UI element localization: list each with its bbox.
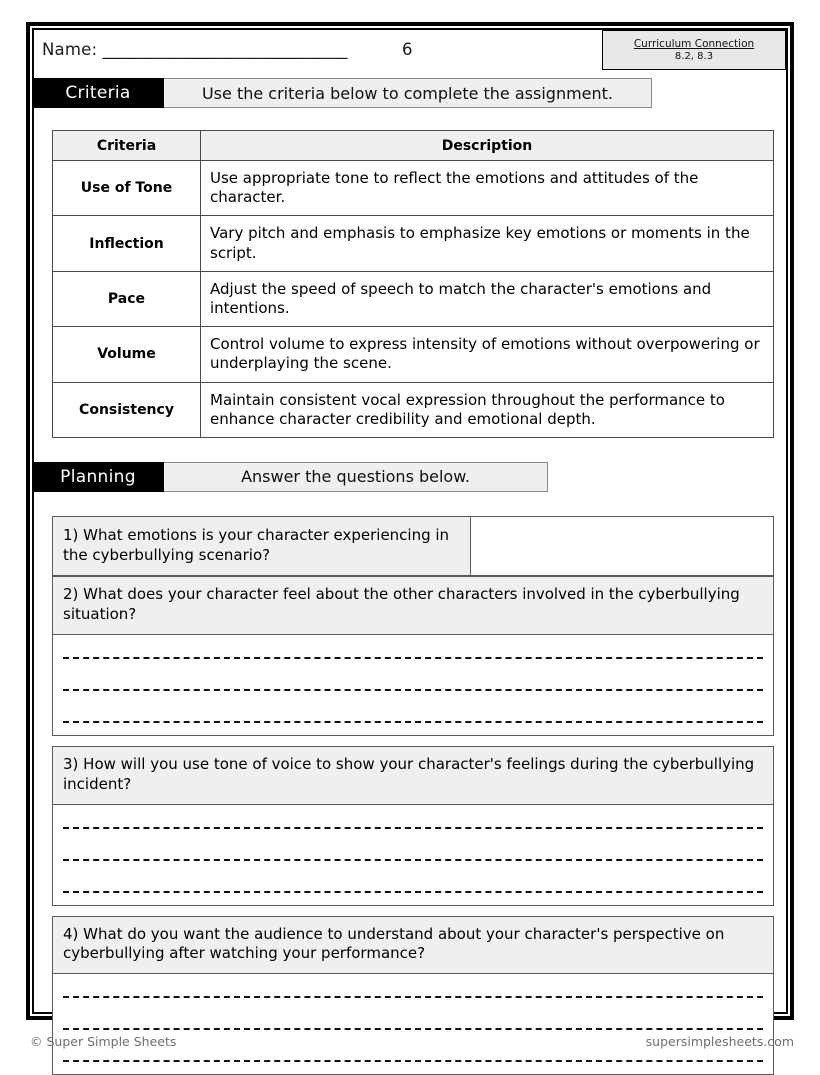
criteria-section-banner xyxy=(32,78,786,108)
criteria-table xyxy=(52,130,774,438)
question-4-answer-area[interactable] xyxy=(52,974,774,1075)
table-row xyxy=(53,382,774,437)
column-header-criteria: Criteria xyxy=(53,131,201,161)
answer-line xyxy=(63,1060,763,1062)
curriculum-connection-codes: 8.2, 8.3 xyxy=(674,51,714,62)
criteria-name: Inflection xyxy=(53,216,201,271)
spacer xyxy=(34,438,786,462)
question-block-3 xyxy=(52,746,774,906)
answer-line xyxy=(63,689,763,691)
answer-line xyxy=(63,996,763,998)
criteria-name: Pace xyxy=(53,271,201,326)
criteria-description: Adjust the speed of speech to match the character's emotions and intentions. xyxy=(201,271,774,326)
spacer xyxy=(52,906,774,916)
answer-line xyxy=(63,827,763,829)
footer-copyright: © Super Simple Sheets xyxy=(30,1034,177,1049)
question-1-row xyxy=(52,516,774,577)
worksheet-header xyxy=(34,30,786,78)
footer-website: supersimplesheets.com xyxy=(645,1034,794,1049)
question-2-answer-area[interactable] xyxy=(52,635,774,736)
criteria-banner-tab: Criteria xyxy=(32,78,164,108)
column-header-description: Description xyxy=(201,131,774,161)
student-name-field[interactable]: Name: _____________________________ xyxy=(42,40,348,59)
table-row xyxy=(53,216,774,271)
question-2-prompt: 2) What does your character feel about the other characters involved in the cyberbullying situation? xyxy=(52,576,774,635)
table-row xyxy=(53,161,774,216)
criteria-banner-instruction: Use the criteria below to complete the assignment. xyxy=(164,78,652,108)
answer-line xyxy=(63,859,763,861)
planning-banner-instruction: Answer the questions below. xyxy=(164,462,548,492)
question-3-answer-area[interactable] xyxy=(52,805,774,906)
criteria-description: Control volume to express intensity of emotions without overpowering or underplaying the scene. xyxy=(201,327,774,382)
criteria-name: Consistency xyxy=(53,382,201,437)
question-3-prompt: 3) How will you use tone of voice to show your character's feelings during the cyberbullying incident? xyxy=(52,746,774,805)
page-number: 6 xyxy=(402,40,413,59)
question-block-1 xyxy=(52,516,774,577)
table-header-row xyxy=(53,131,774,161)
table-row xyxy=(53,271,774,326)
spacer xyxy=(52,736,774,746)
criteria-description: Use appropriate tone to reflect the emotions and attitudes of the character. xyxy=(201,161,774,216)
planning-questions xyxy=(52,516,774,1075)
criteria-table-wrapper xyxy=(52,130,774,438)
answer-line xyxy=(63,1028,763,1030)
planning-section-banner xyxy=(32,462,786,492)
answer-line xyxy=(63,721,763,723)
question-4-prompt: 4) What do you want the audience to understand about your character's perspective on cyberbullying after watching your performance? xyxy=(52,916,774,975)
question-block-4 xyxy=(52,916,774,1075)
criteria-name: Volume xyxy=(53,327,201,382)
question-1-answer-box[interactable] xyxy=(471,517,773,576)
page-footer xyxy=(30,1034,794,1049)
curriculum-connection-title: Curriculum Connection xyxy=(633,38,755,50)
criteria-name: Use of Tone xyxy=(53,161,201,216)
criteria-description: Maintain consistent vocal expression throughout the performance to enhance character credibility and emotional depth. xyxy=(201,382,774,437)
planning-banner-tab: Planning xyxy=(32,462,164,492)
question-block-2 xyxy=(52,576,774,736)
curriculum-connection-box xyxy=(602,30,786,70)
question-1-prompt: 1) What emotions is your character experiencing in the cyberbullying scenario? xyxy=(53,517,471,576)
table-row xyxy=(53,327,774,382)
criteria-description: Vary pitch and emphasis to emphasize key emotions or moments in the script. xyxy=(201,216,774,271)
answer-line xyxy=(63,891,763,893)
worksheet-content xyxy=(34,30,786,1012)
answer-line xyxy=(63,657,763,659)
